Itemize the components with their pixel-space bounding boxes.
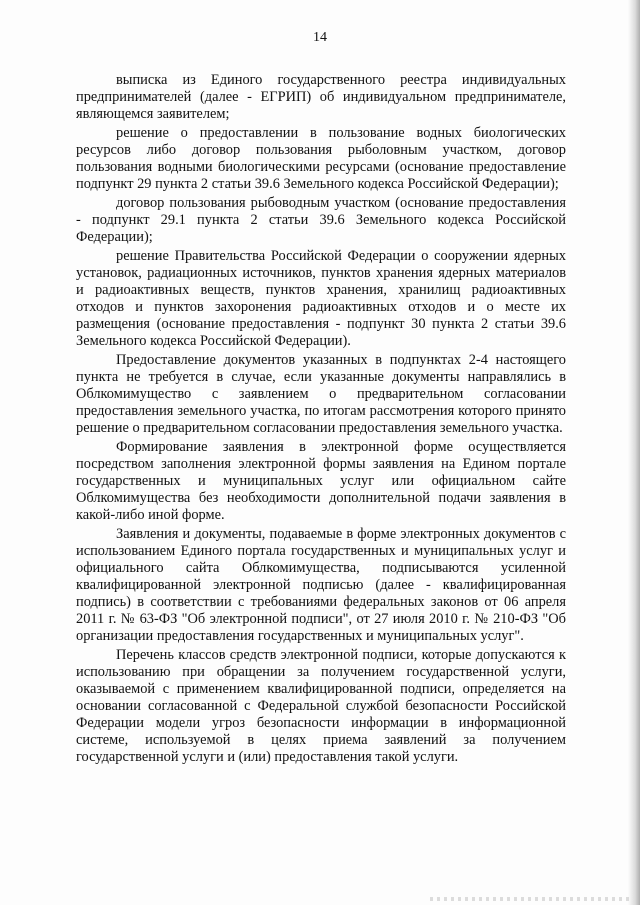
scan-noise bbox=[430, 897, 630, 901]
paragraph-qualified-signature: Заявления и документы, подаваемые в форме электронных документов с использованием Единого портала государственных и муниципальных услуг и официального сайта Облкомимущества, подписываются усиленной квалифицированной электронной подписью (далее - квалифицированная подпись) в соответствии с требованиями федеральных законов от 06 апреля 2011 г. № 63-ФЗ "Об электронной подписи", от 27 июля 2010 г. № 210-ФЗ "Об организации предоставления государственных и муниципальных услуг". bbox=[76, 526, 566, 644]
paragraph-documents-not-required: Предоставление документов указанных в подпунктах 2-4 настоящего пункта не требуется в случае, если указанные документы направлялись в Облкомимущество с заявлением о предварительном согласовании предоставления земельного участка, по итогам рассмотрения которого принято решение о предварительном согласовании предоставления земельного участка. bbox=[76, 352, 566, 436]
paragraph-electronic-form: Формирование заявления в электронной форме осуществляется посредством заполнения электронной формы заявления на Едином портале государственных и муниципальных услуг или официальном сайте Облкомимущества без необходимости дополнительной подачи заявления в какой-либо иной форме. bbox=[76, 439, 566, 523]
document-body bbox=[76, 72, 566, 768]
paragraph-water-resources-decision: решение о предоставлении в пользование водных биологических ресурсов либо договор пользования рыболовным участком, договор пользования водными биологическими ресурсами (основание предоставление подпункт 29 пункта 2 статьи 39.6 Земельного кодекса Российской Федерации); bbox=[76, 125, 566, 192]
page-number: 14 bbox=[313, 30, 327, 45]
scan-edge-shadow bbox=[628, 0, 640, 905]
paragraph-signature-classes: Перечень классов средств электронной подписи, которые допускаются к использованию при обращении за получением государственной услуги, оказываемой с применением квалифицированной подписи, определяется на основании согласованной с Федеральной службой безопасности Российской Федерации модели угроз безопасности информации в информационной системе, используемой в целях приема заявлений за получением государственной услуги и (или) предоставления такой услуги. bbox=[76, 647, 566, 765]
paragraph-fish-farming-contract: договор пользования рыбоводным участком (основание предоставления - подпункт 29.1 пункта 2 статьи 39.6 Земельного кодекса Российской Федерации); bbox=[76, 195, 566, 245]
paragraph-egrip-extract: выписка из Единого государственного реестра индивидуальных предпринимателей (далее - ЕГРИП) об индивидуальном предпринимателе, являющемся заявителем; bbox=[76, 72, 566, 122]
paragraph-nuclear-facilities-decision: решение Правительства Российской Федерации о сооружении ядерных установок, радиационных источников, пунктов хранения ядерных материалов и радиоактивных веществ, пунктов хранения, хранилищ радиоактивных отходов и пунктов захоронения радиоактивных отходов и о месте их размещения (основание предоставления - подпункт 30 пункта 2 статьи 39.6 Земельного кодекса Российской Федерации). bbox=[76, 248, 566, 349]
